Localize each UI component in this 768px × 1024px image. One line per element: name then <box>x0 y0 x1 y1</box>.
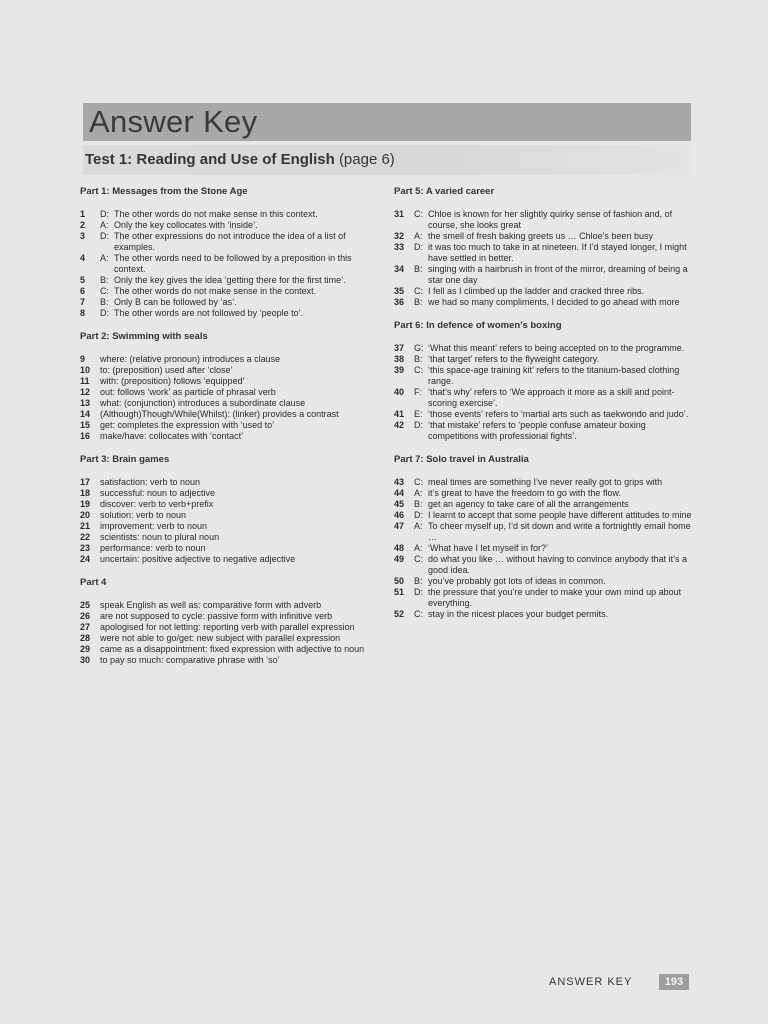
answer-letter: D: <box>414 510 423 520</box>
answer-explanation: ‘that’s why’ refers to ‘We approach it more as a skill and point-scoring exercise’. <box>428 387 675 408</box>
section-title: Part 3: Brain games <box>80 454 170 465</box>
question-number: 35 <box>394 286 405 296</box>
answer-explanation: it’s great to have the freedom to go with the flow. <box>428 488 621 498</box>
question-number: 23 <box>80 543 91 553</box>
answer-item <box>80 510 380 521</box>
answer-section <box>394 320 694 442</box>
section-title: Part 2: Swimming with seals <box>80 331 208 342</box>
answer-explanation: what: (conjunction) introduces a subordinate clause <box>100 398 306 408</box>
answer-item <box>394 576 694 587</box>
answer-explanation: apologised for not letting: reporting verb with parallel expression <box>100 622 355 632</box>
answer-explanation: Only the key gives the idea ‘getting there for the first time’. <box>114 275 346 285</box>
question-number: 24 <box>80 554 91 564</box>
question-number: 4 <box>80 253 86 263</box>
answer-letter: C: <box>414 609 423 619</box>
answer-letter: D: <box>100 308 109 318</box>
question-number: 9 <box>80 354 86 364</box>
answer-section <box>80 186 380 319</box>
question-number: 47 <box>394 521 405 531</box>
answer-section <box>394 186 694 308</box>
answer-explanation: The other words are not followed by ‘people to’. <box>114 308 304 318</box>
answer-item <box>80 611 380 622</box>
answer-explanation: uncertain: positive adjective to negative adjective <box>100 554 296 564</box>
answer-item <box>80 354 380 365</box>
question-number: 8 <box>80 308 86 318</box>
answer-item <box>80 297 380 308</box>
question-number: 31 <box>394 209 405 219</box>
right-column <box>394 186 694 632</box>
answer-item <box>394 409 694 420</box>
footer-label: ANSWER KEY <box>549 976 633 988</box>
answer-item <box>394 365 694 387</box>
answer-letter: B: <box>414 354 423 364</box>
answer-explanation: singing with a hairbrush in front of the mirror, dreaming of being a star one day <box>428 264 688 285</box>
answer-letter: C: <box>414 365 423 375</box>
answer-letter: A: <box>100 253 109 263</box>
answer-explanation: it was too much to take in at nineteen. If I’d stayed longer, I might have settled in better. <box>428 242 687 263</box>
question-number: 7 <box>80 297 86 307</box>
answer-letter: B: <box>414 264 423 274</box>
answer-letter: C: <box>414 286 423 296</box>
question-number: 48 <box>394 543 405 553</box>
answer-item <box>394 499 694 510</box>
answer-item <box>394 477 694 488</box>
answer-explanation: solution: verb to noun <box>100 510 187 520</box>
question-number: 15 <box>80 420 91 430</box>
question-number: 34 <box>394 264 405 274</box>
question-number: 51 <box>394 587 405 597</box>
question-number: 49 <box>394 554 405 564</box>
question-number: 22 <box>80 532 91 542</box>
section-title: Part 5: A varied career <box>394 186 495 197</box>
answer-letter: G: <box>414 343 424 353</box>
answer-item <box>394 521 694 543</box>
section-title: Part 6: In defence of women’s boxing <box>394 320 562 331</box>
page-title: Answer Key <box>89 104 258 139</box>
answer-item <box>80 499 380 510</box>
question-number: 41 <box>394 409 405 419</box>
answer-letter: A: <box>414 521 423 531</box>
answer-item <box>394 354 694 365</box>
question-number: 36 <box>394 297 405 307</box>
question-number: 52 <box>394 609 405 619</box>
answer-letter: F: <box>414 387 422 397</box>
answer-item <box>394 343 694 354</box>
answer-item <box>80 275 380 286</box>
answer-item <box>394 264 694 286</box>
answer-item <box>394 242 694 264</box>
answer-explanation: The other words do not make sense in the context. <box>114 286 317 296</box>
test-heading-main: Test 1: Reading and Use of English <box>85 151 335 168</box>
answer-letter: C: <box>414 477 423 487</box>
answer-explanation: (Although)Though/While(Whilst): (linker) provides a contrast <box>100 409 339 419</box>
answer-explanation: to: (preposition) used after ‘close’ <box>100 365 233 375</box>
answer-item <box>394 297 694 308</box>
answer-explanation: were not able to go/get: new subject with parallel expression <box>100 633 341 643</box>
answer-letter: D: <box>414 587 423 597</box>
answer-letter: D: <box>414 420 423 430</box>
question-number: 16 <box>80 431 91 441</box>
question-number: 6 <box>80 286 86 296</box>
question-number: 40 <box>394 387 405 397</box>
answer-item <box>80 409 380 420</box>
test-heading-page: (page 6) <box>338 151 395 168</box>
answer-explanation: make/have: collocates with ‘contact’ <box>100 431 244 441</box>
question-number: 19 <box>80 499 91 509</box>
answer-explanation: get an agency to take care of all the arrangements <box>428 499 629 509</box>
page-number: 193 <box>659 974 689 990</box>
answer-item <box>80 398 380 409</box>
answer-explanation: To cheer myself up, I’d sit down and write a fortnightly email home … <box>428 521 691 542</box>
question-number: 10 <box>80 365 91 375</box>
answer-item <box>80 521 380 532</box>
answer-letter: B: <box>414 297 423 307</box>
answer-item <box>394 231 694 242</box>
answer-letter: A: <box>414 231 423 241</box>
question-number: 46 <box>394 510 405 520</box>
answer-item <box>80 488 380 499</box>
answer-item <box>80 209 380 220</box>
answer-letter: B: <box>414 576 423 586</box>
answer-item <box>80 655 380 666</box>
section-title: Part 1: Messages from the Stone Age <box>80 186 248 197</box>
question-number: 43 <box>394 477 405 487</box>
answer-item <box>394 488 694 499</box>
answer-item <box>394 587 694 609</box>
question-number: 44 <box>394 488 405 498</box>
answer-item <box>80 376 380 387</box>
answer-letter: D: <box>100 231 109 241</box>
answer-item <box>80 644 380 655</box>
answer-explanation: out: follows ‘work’ as particle of phrasal verb <box>100 387 276 397</box>
answer-explanation: Chloe is known for her slightly quirky sense of fashion and, of course, she looks great <box>428 209 673 230</box>
answer-explanation: speak English as well as: comparative form with adverb <box>100 600 322 610</box>
question-number: 29 <box>80 644 91 654</box>
answer-item <box>80 220 380 231</box>
answer-item <box>394 420 694 442</box>
question-number: 5 <box>80 275 86 285</box>
answer-letter: D: <box>414 242 423 252</box>
answer-explanation: ‘that mistake’ refers to ‘people confuse amateur boxing competitions with professional fights’. <box>428 420 646 441</box>
answer-explanation: we had so many compliments, I decided to go ahead with more <box>428 297 680 307</box>
answer-section <box>80 454 380 565</box>
question-number: 37 <box>394 343 405 353</box>
answer-section <box>80 577 380 666</box>
answer-item <box>394 209 694 231</box>
answer-item <box>80 633 380 644</box>
answer-explanation: ‘this space-age training kit’ refers to the titanium-based clothing range. <box>428 365 680 386</box>
answer-item <box>80 622 380 633</box>
answer-letter: E: <box>414 409 423 419</box>
question-number: 11 <box>80 376 90 386</box>
answer-explanation: The other words do not make sense in this context. <box>114 209 318 219</box>
answer-explanation: I fell as I climbed up the ladder and cracked three ribs. <box>428 286 645 296</box>
answer-explanation: ‘those events’ refers to ‘martial arts such as taekwondo and judo’. <box>428 409 689 419</box>
answer-item <box>394 387 694 409</box>
answer-explanation: the smell of fresh baking greets us … Chloe’s been busy <box>428 231 653 241</box>
subtitle-bar <box>83 145 691 175</box>
answer-explanation: successful: noun to adjective <box>100 488 216 498</box>
answer-letter: A: <box>414 543 423 553</box>
question-number: 38 <box>394 354 405 364</box>
question-number: 20 <box>80 510 91 520</box>
answer-letter: B: <box>414 499 423 509</box>
question-number: 3 <box>80 231 86 241</box>
answer-item <box>80 532 380 543</box>
answer-explanation: ‘What have I let myself in for?’ <box>428 543 549 553</box>
answer-explanation: I learnt to accept that some people have different attitudes to mine <box>428 510 692 520</box>
answer-explanation: where: (relative pronoun) introduces a clause <box>100 354 281 364</box>
answer-explanation: came as a disappointment: fixed expression with adjective to noun <box>100 644 365 654</box>
question-number: 14 <box>80 409 91 419</box>
answer-item <box>394 609 694 620</box>
answer-item <box>80 365 380 376</box>
question-number: 39 <box>394 365 405 375</box>
answer-explanation: ‘What this meant’ refers to being accepted on to the programme. <box>428 343 685 353</box>
question-number: 13 <box>80 398 91 408</box>
answer-explanation: get: completes the expression with ‘used to’ <box>100 420 275 430</box>
answer-item <box>80 600 380 611</box>
question-number: 1 <box>80 209 86 219</box>
answer-item <box>394 510 694 521</box>
question-number: 28 <box>80 633 91 643</box>
answer-item <box>80 477 380 488</box>
answer-letter: C: <box>100 286 109 296</box>
test-heading <box>83 145 691 175</box>
question-number: 26 <box>80 611 91 621</box>
answer-section <box>394 454 694 620</box>
answer-section <box>80 331 380 442</box>
answer-explanation: performance: verb to noun <box>100 543 206 553</box>
question-number: 21 <box>80 521 91 531</box>
answer-explanation: meal times are something I’ve never really got to grips with <box>428 477 663 487</box>
question-number: 25 <box>80 600 91 610</box>
answer-item <box>80 420 380 431</box>
answer-item <box>80 554 380 565</box>
answer-explanation: you’ve probably got lots of ideas in common. <box>428 576 606 586</box>
answer-explanation: improvement: verb to noun <box>100 521 208 531</box>
answer-explanation: satisfaction: verb to noun <box>100 477 201 487</box>
answer-letter: D: <box>100 209 109 219</box>
answer-explanation: the pressure that you’re under to make your own mind up about everything. <box>428 587 682 608</box>
answer-item <box>394 554 694 576</box>
answer-item <box>80 431 380 442</box>
answer-explanation: Only B can be followed by ‘as’. <box>114 297 237 307</box>
question-number: 17 <box>80 477 91 487</box>
question-number: 2 <box>80 220 86 230</box>
answer-item <box>80 286 380 297</box>
answer-explanation: scientists: noun to plural noun <box>100 532 220 542</box>
section-title: Part 7: Solo travel in Australia <box>394 454 529 465</box>
answer-explanation: to pay so much: comparative phrase with ‘so’ <box>100 655 280 665</box>
answer-explanation: discover: verb to verb+prefix <box>100 499 214 509</box>
answer-item <box>394 543 694 554</box>
answer-letter: A: <box>100 220 109 230</box>
answer-explanation: with: (preposition) follows ‘equipped’ <box>100 376 245 386</box>
answer-item <box>80 253 380 275</box>
question-number: 27 <box>80 622 91 632</box>
section-title: Part 4 <box>80 577 107 588</box>
answer-explanation: are not supposed to cycle: passive form with infinitive verb <box>100 611 333 621</box>
answer-letter: B: <box>100 297 109 307</box>
answer-item <box>394 286 694 297</box>
answer-item <box>80 231 380 253</box>
answer-item <box>80 387 380 398</box>
answer-letter: C: <box>414 209 423 219</box>
question-number: 12 <box>80 387 91 397</box>
answer-explanation: The other words need to be followed by a preposition in this context. <box>114 253 352 274</box>
question-number: 18 <box>80 488 91 498</box>
question-number: 30 <box>80 655 91 665</box>
answer-letter: B: <box>100 275 109 285</box>
question-number: 42 <box>394 420 405 430</box>
answer-explanation: Only the key collocates with ‘inside’. <box>114 220 258 230</box>
answer-letter: A: <box>414 488 423 498</box>
answer-explanation: ‘that target’ refers to the flyweight category. <box>428 354 600 364</box>
answer-explanation: The other expressions do not introduce the idea of a list of examples. <box>114 231 346 252</box>
answer-explanation: do what you like … without having to convince anybody that it’s a good idea. <box>428 554 687 575</box>
answer-item <box>80 308 380 319</box>
question-number: 33 <box>394 242 405 252</box>
answer-letter: C: <box>414 554 423 564</box>
title-banner <box>83 103 691 141</box>
question-number: 32 <box>394 231 405 241</box>
answer-explanation: stay in the nicest places your budget permits. <box>428 609 609 619</box>
answer-item <box>80 543 380 554</box>
left-column <box>80 186 380 678</box>
question-number: 50 <box>394 576 405 586</box>
question-number: 45 <box>394 499 405 509</box>
